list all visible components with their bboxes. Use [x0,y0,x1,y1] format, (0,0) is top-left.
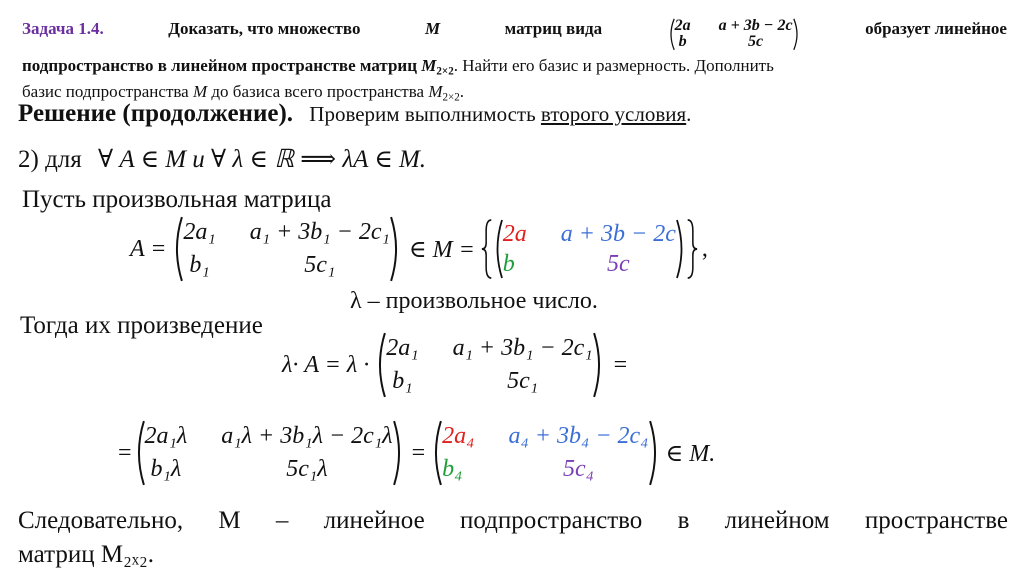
res-a21: b₁λ [150,456,182,483]
result-eq: = [118,439,132,466]
final-in: ∈ M. [665,440,716,467]
task-text-3b: до базиса всего пространства [211,81,425,101]
task-text-3a: базис подпространства [22,81,189,101]
task-line-2 [22,53,1007,79]
task-line-1 [22,8,1007,51]
M-a11: 2a [502,220,527,247]
product-line [282,332,627,398]
let-text: Пусть произвольная матрица [22,186,332,213]
M-a12: a + 3b − 2c [560,220,676,247]
A-a21: b₁ [189,252,210,279]
solution-title: Решение (продолжение). [18,100,294,127]
solution-intro [309,102,691,126]
result-line [118,420,715,486]
task-statement [22,8,1007,105]
A-a11: 2a₁ [183,219,216,246]
condition-formula: ∀ A ∈ M и ∀ λ ∈ ℝ ⟹ λA ∈ M. [98,146,427,173]
product-lhs: λ· A = λ · [282,351,370,378]
task-mat-a21: b [678,33,687,51]
A-matrix [172,216,400,282]
final-a21: b₄ [442,456,463,483]
task-matrix [667,18,801,51]
comma: , [701,235,708,262]
line3-set: M [192,81,208,101]
res-a11: 2a₁λ [144,423,188,450]
line3-space: M [428,81,443,101]
condition-number: 2) для [18,146,82,173]
conclusion [18,504,1008,572]
intro-text: Проверим выполнимость [309,102,536,126]
M-a22: 5c [606,250,630,277]
line3-end: . [459,81,465,101]
condition-line [18,144,426,174]
task-mat-a12: a + 3b − 2c [718,17,793,34]
final-a12: a₄ + 3b₄ − 2c₄ [508,423,649,450]
task-text-1c: образует линейное [865,19,1007,39]
A-a12: a₁ + 3b₁ − 2c₁ [249,219,390,246]
set-name: M [425,19,441,39]
prod-a21: b₁ [392,368,413,395]
task-text-2a: подпространство в линейном пространстве матриц [22,55,418,75]
prod-a11: 2a₁ [386,335,419,362]
product-eq: = [613,351,628,378]
res-a12: a₁λ + 3b₁λ − 2c₁λ [221,423,393,450]
task-mat-a22: 5c [748,33,764,51]
intro-underlined: второго условия [540,102,687,126]
conclusion-line-1: Следовательно, M – линейное подпространство в линейном пространстве [18,507,1008,534]
task-text-1b: матриц вида [504,19,603,39]
final-a11: 2a₄ [442,423,475,450]
task-label: Задача 1.4. [22,19,104,39]
task-text-2b: . Найти его базис и размерность. Дополнить [453,55,774,75]
M-set-matrix [481,219,698,279]
task-mat-a11: 2a [674,17,691,34]
solution-heading [18,100,691,128]
A-eq: A = [130,235,167,262]
lambda-text: λ – произвольное число. [350,288,598,314]
prod-a22: 5c₁ [507,368,539,395]
conclusion-line-2: матриц M₂ₓ₂. [18,541,154,568]
space-sub: 2×2 [436,64,454,77]
A-definition [130,216,708,282]
M-a21: b [502,250,515,277]
res-a22: 5c₁λ [286,456,328,483]
intro-end: . [686,102,692,126]
result-matrix [134,420,404,486]
space-name: M [421,55,437,75]
result-eq2: = [411,439,426,466]
final-matrix [431,420,659,486]
in-M: ∈ M = [408,236,475,263]
then-text: Тогда их произведение [20,312,263,339]
prod-a12: a₁ + 3b₁ − 2c₁ [452,335,593,362]
product-matrix [375,332,603,398]
task-text-1a: Доказать, что множество [168,19,361,39]
final-a22: 5c₄ [562,456,594,483]
line3-sub: 2×2 [442,90,460,103]
A-a22: 5c₁ [304,252,336,279]
